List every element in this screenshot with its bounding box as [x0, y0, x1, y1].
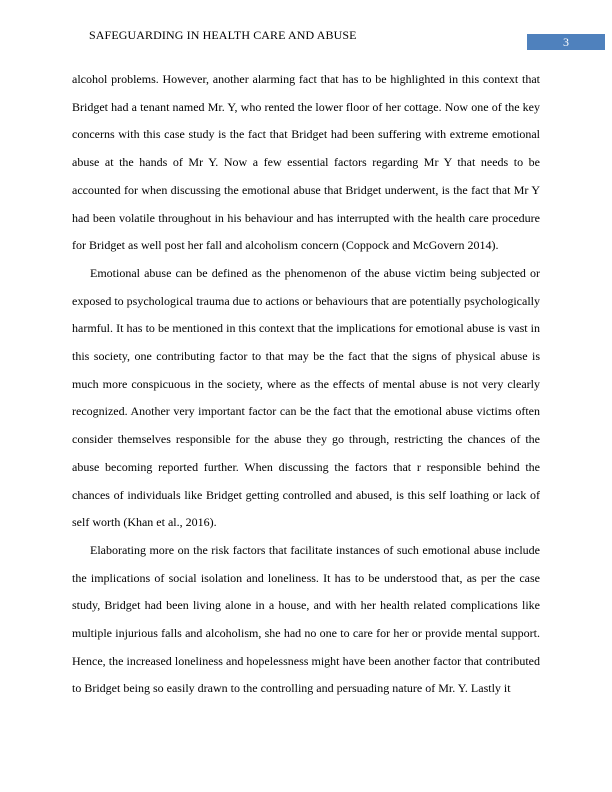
body-text — [72, 66, 540, 703]
running-head: SAFEGUARDING IN HEALTH CARE AND ABUSE — [89, 28, 357, 42]
paragraph-risk-factors: Elaborating more on the risk factors that facilitate instances of such emotional abuse include the implications of social isolation and loneliness. It has to be understood that, as per the case study, Bridget had been living alone in a house, and with her health related complications like multiple injurious falls and alcoholism, she had no one to care for her or provide mental support. Hence, the increased loneliness and hopelessness might have been another factor that contributed to Bridget being so easily drawn to the controlling and persuading nature of Mr. Y. Lastly it — [72, 542, 540, 696]
page-number: 3 — [527, 34, 605, 50]
paragraph-emotional-abuse: Emotional abuse can be defined as the phenomenon of the abuse victim being subjected or exposed to psychological trauma due to actions or behaviours that are potentially psychologically harmful. It has to be mentioned in this context that the implications for emotional abuse is vast in this society, one contributing factor to that may be the fact that the signs of physical abuse is much more conspicuous in the society, where as the effects of mental abuse is not very clearly recognized. Another very important factor can be the fact that the emotional abuse victims often consider themselves responsible for the abuse they go through, restricting the chances of the abuse becoming reported further. When discussing the factors that r responsible behind the chances of individuals like Bridget getting controlled and abused, is this self loathing or lack of self worth (Khan et al., 2016). — [72, 265, 540, 530]
paragraph-continuation: alcohol problems. However, another alarming fact that has to be highlighted in this context that Bridget had a tenant named Mr. Y, who rented the lower floor of her cottage. Now one of the key concerns with this case study is the fact that Bridget had been suffering with extreme emotional abuse at the hands of Mr Y. Now a few essential factors regarding Mr Y that needs to be accounted for when discussing the emotional abuse that Bridget underwent, is the fact that Mr Y had been volatile throughout in his behaviour and has interrupted with the health care procedure for Bridget as well post her fall and alcoholism concern (Coppock and McGovern 2014). — [72, 72, 540, 253]
